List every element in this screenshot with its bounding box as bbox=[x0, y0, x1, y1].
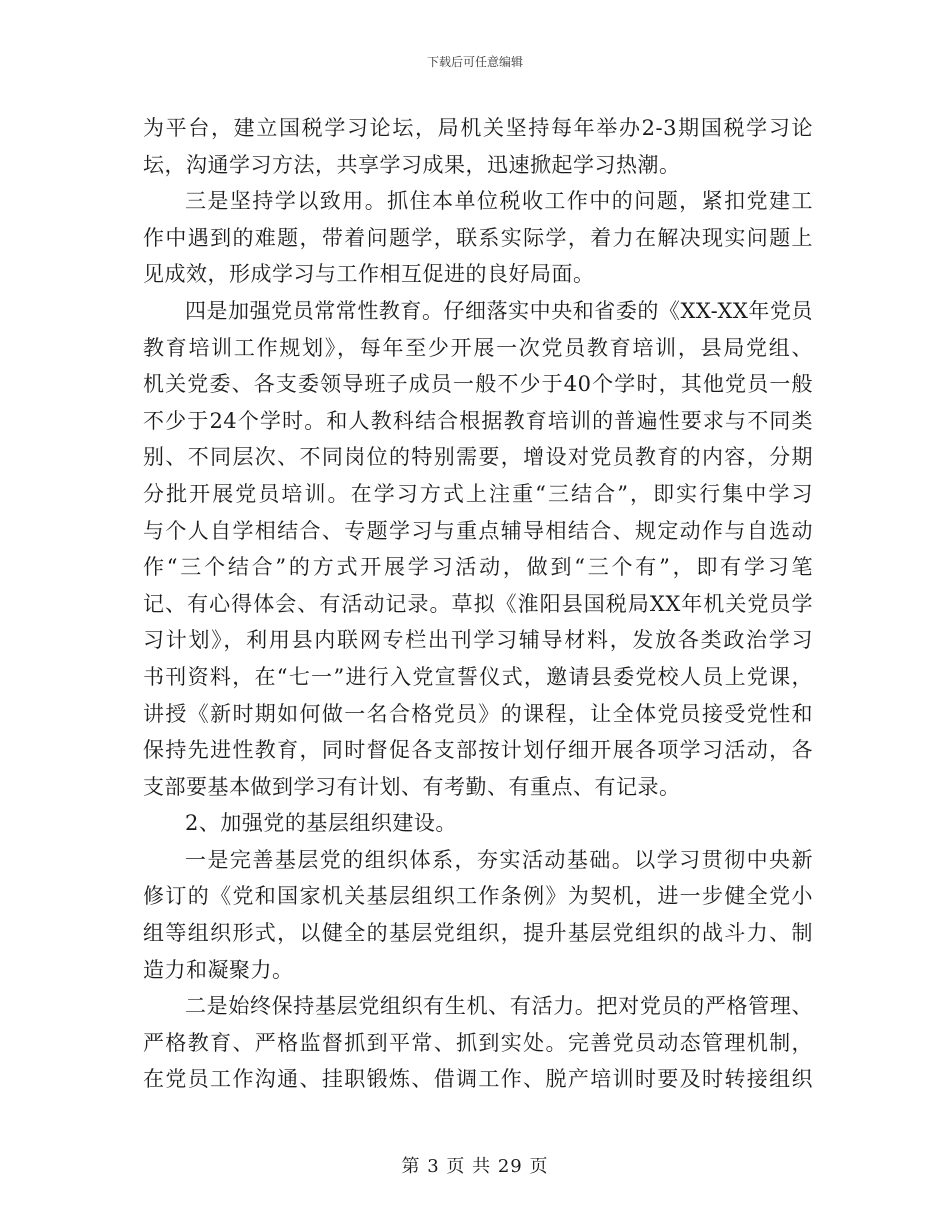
text-line: 教育培训工作规划》，每年至少开展一次党员教育培训，县局党组、 bbox=[143, 335, 813, 360]
page-number-footer: 第 3 页 共 29 页 bbox=[401, 1156, 549, 1177]
text-line: 2、加强党的基层组织建设。 bbox=[185, 811, 457, 836]
page-header: 下载后可任意编辑 bbox=[426, 55, 523, 69]
text-line: 为平台，建立国税学习论坛，局机关坚持每年举办2-3期国税学习论 bbox=[143, 116, 813, 140]
text-line: 见成效，形成学习与工作相互促进的良好局面。 bbox=[143, 262, 595, 287]
text-line: 修订的《党和国家机关基层组织工作条例》为契机，进一步健全党小 bbox=[143, 884, 813, 909]
text-line: 不少于24个学时。和人教科结合根据教育培训的普遍性要求与不同类 bbox=[143, 408, 813, 433]
text-line: 严格教育、严格监督抓到平常、抓到实处。完善党员动态管理机制， bbox=[143, 1030, 813, 1055]
text-line: 坛，沟通学习方法，共享学习成果，迅速掀起学习热潮。 bbox=[143, 152, 681, 177]
text-line: 讲授《新时期如何做一名合格党员》的课程，让全体党员接受党性和 bbox=[143, 701, 813, 726]
text-line: 机关党委、各支委领导班子成员一般不少于40个学时，其他党员一般 bbox=[143, 372, 813, 397]
document-body bbox=[143, 110, 813, 1098]
text-line: 别、不同层次、不同岗位的特别需要，增设对党员教育的内容，分期 bbox=[143, 445, 813, 470]
text-line: 一是完善基层党的组织体系，夯实活动基础。以学习贯彻中央新 bbox=[185, 847, 813, 872]
text-line: 造力和凝聚力。 bbox=[143, 957, 294, 982]
text-line: 分批开展党员培训。在学习方式上注重“三结合”，即实行集中学习 bbox=[143, 481, 813, 506]
text-line: 三是坚持学以致用。抓住本单位税收工作中的问题，紧扣党建工 bbox=[185, 189, 813, 214]
text-line: 保持先进性教育，同时督促各支部按计划仔细开展各项学习活动，各 bbox=[143, 738, 813, 763]
text-line: 作“三个结合”的方式开展学习活动，做到“三个有”，即有学习笔 bbox=[143, 555, 813, 580]
text-line: 作中遇到的难题，带着问题学，联系实际学，着力在解决现实问题上 bbox=[143, 225, 813, 250]
text-line: 记、有心得体会、有活动记录。草拟《淮阳县国税局XX年机关党员学 bbox=[143, 591, 813, 616]
text-line: 书刊资料，在“七一”进行入党宣誓仪式，邀请县委党校人员上党课， bbox=[143, 664, 813, 689]
text-line: 四是加强党员常常性教育。仔细落实中央和省委的《XX-XX年党员 bbox=[185, 298, 813, 323]
text-line: 支部要基本做到学习有计划、有考勤、有重点、有记录。 bbox=[143, 774, 681, 799]
text-line: 二是始终保持基层党组织有生机、有活力。把对党员的严格管理、 bbox=[185, 994, 813, 1019]
text-line: 与个人自学相结合、专题学习与重点辅导相结合、规定动作与自选动 bbox=[143, 518, 813, 543]
text-line: 在党员工作沟通、挂职锻炼、借调工作、脱产培训时要及时转接组织 bbox=[143, 1067, 813, 1092]
text-line: 习计划》，利用县内联网专栏出刊学习辅导材料，发放各类政治学习 bbox=[143, 628, 813, 653]
text-line: 组等组织形式，以健全的基层党组织，提升基层党组织的战斗力、制 bbox=[143, 921, 813, 946]
